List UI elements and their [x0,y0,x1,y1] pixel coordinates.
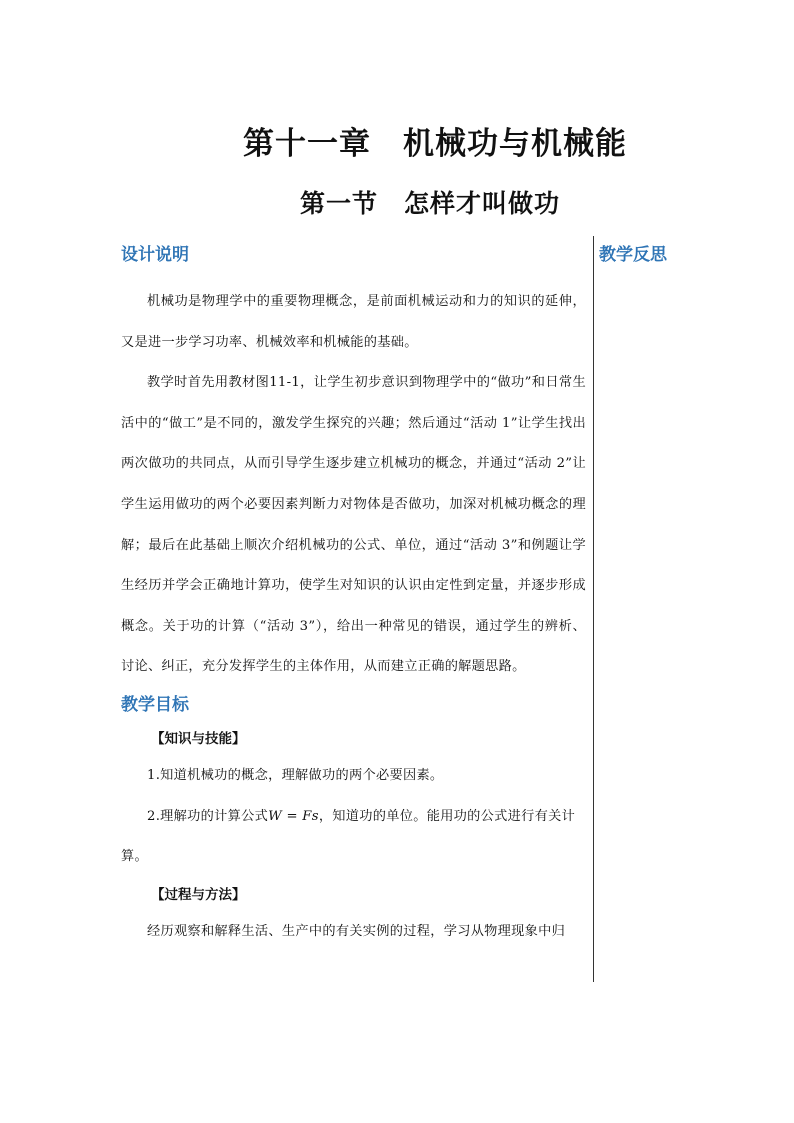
process-method-heading: 【过程与方法】 [151,886,246,903]
design-paragraph-2: 教学时首先用教材图11-1，让学生初步意识到物理学中的“做功”和日常生活中的“做工”是不同的，激发学生探究的兴趣；然后通过“活动 1”让学生找出两次做功的共同点，从而引导学生逐步建立机械功的概念，并通过“活动 2”让学生运用做功的两个必要因素判断力对物体是否做功，加深对机械功概念的理解；最后在此基础上顺次介绍机械功的公式、单位，通过“活动 3”和例题让学生经历并学会正确地计算功，使学生对知识的认识由定性到定量，并逐步形成概念。关于功的计算（“活动 3”），给出一种常见的错误，通过学生的辨析、讨论、纠正，充分发挥学生的主体作用，从而建立正确的解题思路。 [121,375,586,675]
goal-item-2-rest: ，知道功的单位。能用功的公式进行有关计算。 [121,808,576,865]
section-title: 第一节 怎样才叫做功 [299,189,560,218]
reflection-column [599,238,749,272]
design-heading: 设计说明 [121,245,189,265]
chapter-title: 第十一章 机械功与机械能 [243,126,627,162]
process-paragraph: 经历观察和解释生活、生产中的有关实例的过程，学习从物理现象中归 [147,923,566,939]
column-divider [593,236,594,982]
design-paragraph-1: 机械功是物理学中的重要物理概念，是前面机械运动和力的知识的延伸，又是进一步学习功率、机械效率和机械能的基础。 [121,294,586,350]
reflection-heading: 教学反思 [599,245,667,265]
work-formula: W = Fs [268,808,319,824]
main-column [121,238,586,952]
knowledge-skills-heading: 【知识与技能】 [151,730,246,747]
goal-item-1: 1.知道机械功的概念，理解做功的两个必要因素。 [147,767,444,783]
goal-item-2 [121,797,586,878]
goal-item-2-text: 2.理解功的计算公式 [147,808,269,824]
goals-heading: 教学目标 [121,694,189,715]
